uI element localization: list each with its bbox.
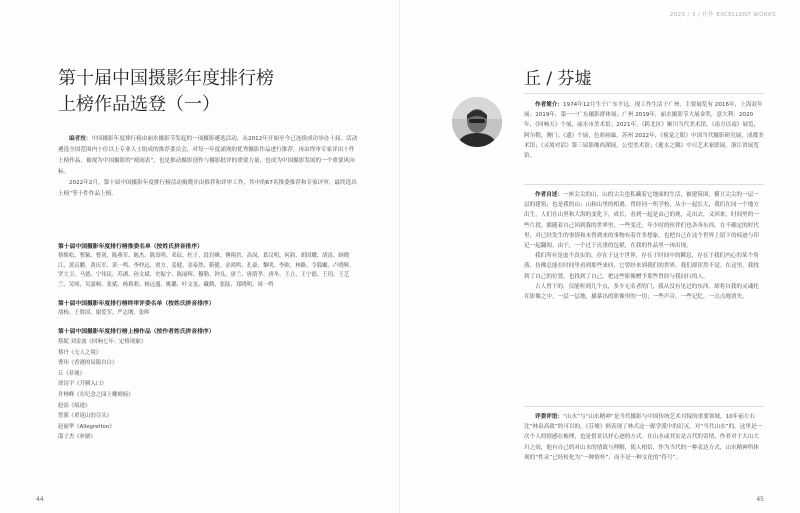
list-item: 徐诗宇《升腾入口》 — [58, 381, 107, 388]
list-item: 蔡丹《无人之境》 — [58, 349, 102, 356]
statement-p3: 古人曾下的，仅能听到几个点，多少无名者的门，我从没有见过的东西，却将自我的灵魂托在影像之中，一层一层地，描摹出的影像里的一切；一些声音，一些记忆，一点点地消失。 — [524, 283, 759, 301]
nominator-list: 蔡焕松、曹颖、曹剑、陈燕军、陈杰、陈设明、邓辰、杜子、段岩峰、傅翔君、高岗、葛汉明、何韵、胡国耀、胡涛、顾晓江、黄启鹏、黄庆军、黄一鸣、李仲远、贾方、姜健、金泰然、靳健、金鸿鸣、孔豪、黎明、李欧、林路、令狐嫩、卢晓辉、罗大卫、马德、宁伟民、苏湖、孙文斌、史振宇、陈丽辉、穆勒、钟良、唐兰、唐荫孝、唐冬、王立、王宁德、王玥、王艺兰、吴顷、吴嘉顿、张斌、杨莉莉、杨远盛、姚璐、叶文龙、藏鹤、张陆、郑晓明、周一鸣 — [58, 253, 355, 288]
editor-note — [58, 134, 358, 200]
page-title-line2: 上榜作品选登（一） — [58, 94, 220, 115]
artist-statement — [524, 190, 764, 302]
divider — [524, 184, 764, 185]
nominator-list-title: 第十届中国摄影年度排行榜推委名单（按姓氏拼音排序） — [58, 244, 203, 250]
bio-label: 作者简介： — [535, 102, 563, 108]
list-item: 赵丽华《Allegretton》 — [58, 423, 115, 430]
list-item: 赵添《痕迹》 — [58, 402, 91, 409]
page-number-right: 45 — [756, 496, 764, 503]
jury-list: 胡杨、王胜国、谢爱军、严志刚、张晖 — [58, 310, 150, 316]
portrait-image — [452, 97, 502, 147]
jury-list-title: 第十届中国摄影年度排行榜终审评委名单（按姓氏拼音排序） — [58, 301, 215, 307]
divider — [524, 93, 764, 94]
page-number-left: 44 — [36, 496, 44, 503]
statement-p2: 我们所有是虚不真实的，存在于这个世界，存在于时间中的瞬息，存在于我们内心的某个角落，仿佛总能在时间里看到那些来回，它曾经来到我们的世界，我们却浑然不觉。在这里，我找到了自己的位置，也找到了自己，把这些影像赠予那些曾经与我同行的人。 — [524, 253, 759, 280]
jury-review — [524, 412, 764, 463]
list-item: 丘《菲墟》 — [58, 370, 85, 377]
works-list-title: 第十届中国摄影年度排行榜上榜作品（按作者姓氏拼音排序） — [58, 329, 215, 335]
list-item: 邵子杰《补剧》 — [58, 434, 96, 441]
editor-note-p2: 2022年2月，第十届中国摄影年度排行榜活动揭晓并由推荐和评审工作，其中的67名推委推荐和专家评审，最终选出上榜“等十件作品上榜。 — [58, 180, 357, 197]
editor-note-label: 编者按： — [69, 136, 92, 142]
author-portrait — [452, 97, 502, 147]
list-item: 许林峰《在纪念之园上雕刻痕》 — [58, 391, 134, 398]
list-item: 曹玮《香港的局限自白》 — [58, 360, 118, 367]
author-bio — [524, 100, 764, 161]
divider — [524, 406, 764, 407]
page-title-line1: 第十届中国摄影年度排行榜 — [58, 68, 274, 89]
editor-note-p1: 中国摄影年度排行榜由丽水摄影节发起的一项摄影遴选活动，从2012年开始至今已连续成功举办十届。活动遴选全国范围内十位以上专业人士组成的推荐委员会，对每一年度涌现的优秀摄影作品进行推荐，再由终审专家评出十件上榜作品，被视为中国摄影的“晴雨表”，也是推动摄影创作与摄影批评的重要力量，也成为中国摄影发展的一个重要风向标。 — [58, 136, 358, 175]
list-item: 蔡妮 刘金波《回响七年：定格现象》 — [58, 339, 146, 345]
works-list — [58, 337, 146, 443]
running-header: 2023 / 3 / 佳作 EXCELLENT WORKS — [669, 12, 776, 18]
review-label: 评委评语： — [535, 414, 563, 420]
statement-label: 作者自述： — [535, 192, 563, 198]
bio-text: 1974年12月生于广东平远，现工作生活于广州，主要展览有 2016年，上海双年展；2019年，第一一广东摄影群体展；广州 2019年，丽水摄影节大展金奖，意大利：2020年，《回响天》个展，丽水市美术馆；2021年，《跨北区》顺川当代美术馆，《南方以南》展览，阿尔勒，澳门；《遗》个展，色彩画廊，苏州 2022年，《视觉之眼》中国当代摄影研究展，成都美术馆；《灵境对话》第三届影像西湖展，公望美术馆；《逝水之隅》中日艺术家联展，浙江省展览馆。 — [524, 102, 764, 160]
statement-p1: 一座尖尖的山，山的尖尖也私藏着它地面的生活，被建筑围，横亘尖尖的一层一层的建筑；也是我的山；山和山里的相遇。曾经同一所学校，从小一起长大，我们在同一个地方出生，人们在山里和大海的变化下，成长，看到一起是由己的现，走出去，又回来。时间里的一些片段，都随着自己回到我的世界里，一些变迁，年少时的伙伴们也各奔东西。在不确定的时代里，对已经发生的事情和未曾到来的事物有着许多想象，也把自己在这个世界上留下的痕迹与印记一起翻阅。由于，一个过于沉重的包袱，在我的作品里一再出现。 — [524, 192, 759, 250]
author-title: 丘 / 芬墟 — [524, 69, 592, 89]
list-item: 曾旗《重返山的尽头》 — [58, 413, 112, 420]
review-text: “山水”与“山水精神”是当代摄影与中国传统艺术对接的重要领域，10年前左右比“林泉高致”的可以的，《芬墟》则表现了林式这一源学派中的幻灭。对“当代山水”的，这里是一次个人的情感在梳理，也是借景以抒心迹的方式。在山水或其实是古代的寄情，作者对于大山大川之间，他有自己的对山水的情致与理解，使人相信，作为当代的一种表达方式，山水精神所体现的“性灵”已经转化为“一种情怀”，而不是一种文化的“符号”。 — [524, 414, 763, 461]
